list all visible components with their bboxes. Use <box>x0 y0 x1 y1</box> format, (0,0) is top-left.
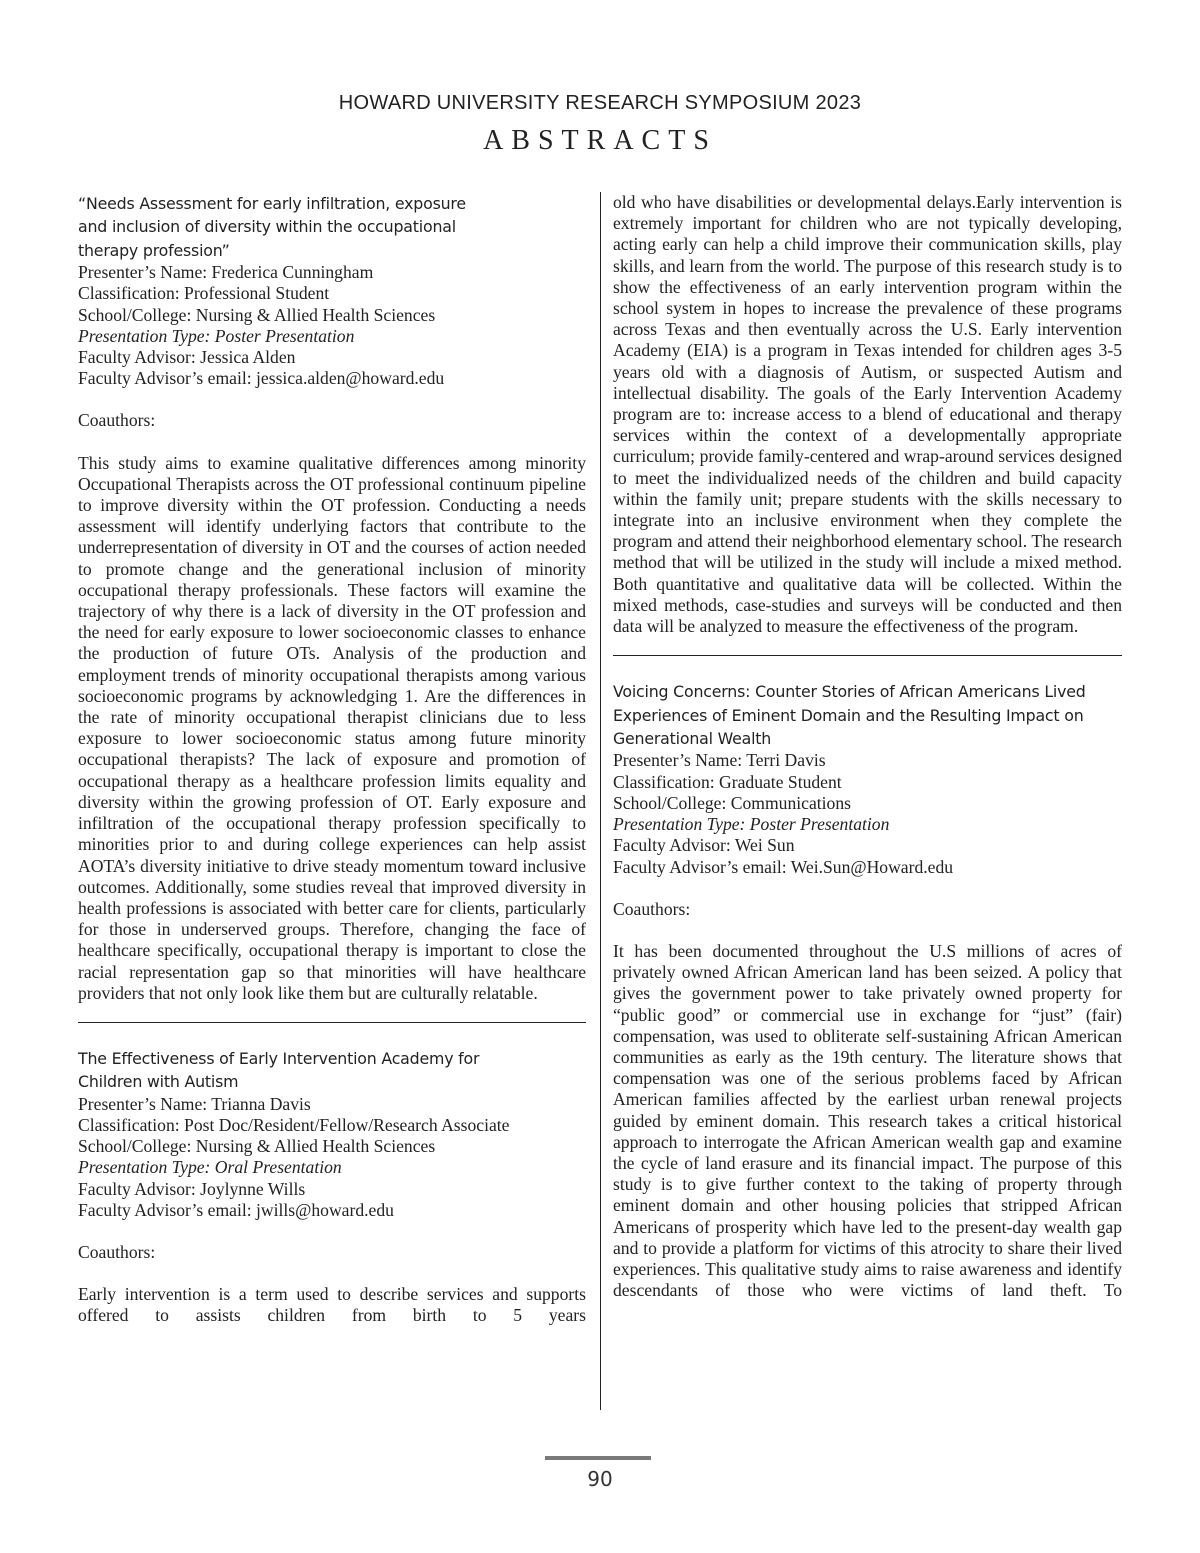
school-college: School/College: Communications <box>613 792 851 813</box>
presentation-type: Presentation Type: Oral Presentation <box>78 1157 342 1178</box>
presentation-type: Presentation Type: Poster Presentation <box>613 814 890 835</box>
column-divider <box>600 192 601 1410</box>
faculty-advisor-email: Faculty Advisor’s email: Wei.Sun@Howard.edu <box>613 856 954 877</box>
abstract-3 <box>613 680 1122 1301</box>
school-college: School/College: Nursing & Allied Health Sciences <box>78 1136 436 1157</box>
abstract-meta <box>613 750 1122 877</box>
faculty-advisor-email: Faculty Advisor’s email: jessica.alden@howard.edu <box>78 368 445 389</box>
presenter-name: Presenter’s Name: Frederica Cunningham <box>78 262 374 283</box>
abstract-meta <box>78 1094 586 1221</box>
coauthors-label: Coauthors: <box>78 410 156 431</box>
classification: Classification: Graduate Student <box>613 771 842 792</box>
presenter-name: Presenter’s Name: Trianna Davis <box>78 1093 311 1114</box>
abstract-title: Voicing Concerns: Counter Stories of African Americans Lived Experiences of Eminent Domain and the Resulting Impact on Generational Wealth <box>613 682 1086 749</box>
abstract-body: This study aims to examine qualitative differences among minority Occupational Therapists across the OT professional continuum pipeline to improve diversity within the OT profession. Conducting a needs assessment will identify underlying factors that contribute to the underrepresentation of diversity in OT and the courses of action needed to promote change and the generational inclusion of minority occupational therapy professionals. These factors will examine the trajectory of why there is a lack of diversity in the OT profession and the need for early exposure to lower socioeconomic classes to enhance the production of future OTs. Analysis of the production and employment trends of minority occupational therapists among various socioeconomic programs by acknowledging 1. Are the differences in the rate of minority occupational therapist clinicians due to less exposure to lower socioeconomic status among future minority occupational therapists? The lack of exposure and promotion of occupational therapy as a healthcare profession limits equality and diversity within the growing profession of OT. Early exposure and infiltration of the occupational therapy profession specifically to minorities prior to and during college experiences can help assist AOTA’s diversity initiative to drive steady momentum toward inclusive outcomes. Additionally, some studies reveal that improved diversity in health professions is associated with better care for clients, particularly for those in underserved groups. Therefore, changing the face of healthcare specifically, occupational therapy is important to close the racial representation gap so that minorities will have healthcare providers that not only look like them but are culturally relatable. <box>78 452 586 1003</box>
presentation-type: Presentation Type: Poster Presentation <box>78 325 355 346</box>
faculty-advisor-email: Faculty Advisor’s email: jwills@howard.edu <box>78 1199 394 1220</box>
coauthors-label: Coauthors: <box>78 1241 156 1262</box>
right-column <box>613 192 1122 1301</box>
abstract-1 <box>78 192 586 1004</box>
section-divider <box>613 655 1122 656</box>
school-college: School/College: Nursing & Allied Health Sciences <box>78 304 436 325</box>
abstract-title: The Effectiveness of Early Intervention Academy for Children with Autism <box>78 1048 480 1092</box>
presenter-name: Presenter’s Name: Terri Davis <box>613 750 826 771</box>
abstract-body-continued: old who have disabilities or developmental delays.Early intervention is extremely important for children who are not typically developing, acting early can help a child improve their communication skills, play skills, and learn from the world. The purpose of this research study is to show the effectiveness of an early intervention program within the school system in hopes to increase the prevalence of these programs across Texas and then eventually across the U.S. Early intervention Academy (EIA) is a program in Texas intended for children ages 3-5 years old with a diagnosis of Autism, or suspected Autism and intellectual disability. The goals of the Early Intervention Academy program are to: increase access to a blend of educational and therapy services within the context of a developmentally appropriate curriculum; provide family-centered and wrap-around services designed to meet the individualized needs of the children and build capacity within the family unit; prepare students with the skills necessary to integrate into an inclusive environment when they complete the program and attend their neighborhood elementary school. The research method that will be utilized in the study will include a mixed method. Both quantitative and qualitative data will be collected. Within the mixed methods, case-studies and surveys will be conducted and then data will be analyzed to measure the effectiveness of the program. <box>613 192 1122 637</box>
classification: Classification: Professional Student <box>78 283 330 304</box>
footer-rule <box>545 1456 651 1460</box>
faculty-advisor: Faculty Advisor: Jessica Alden <box>78 347 296 368</box>
section-title: ABSTRACTS <box>483 125 717 156</box>
left-column <box>78 192 586 1327</box>
abstract-body: It has been documented throughout the U.S millions of acres of privately owned African American land has been seized. A policy that gives the government power to take privately owned property for “public good” or commercial use in exchange for “just” (fair) compensation, was used to obliterate self-sustaining African American communities as early as the 19th century. The literature shows that compensation was one of the serious problems faced by African American families affected by the earliest urban renewal projects guided by eminent domain. This research takes a critical historical approach to interrogate the African American wealth gap and examine the cycle of land erasure and its financial impact. The purpose of this study is to give further context to the taking of property through eminent domain and other housing policies that stripped African Americans of prosperity which have led to the present-day wealth gap and to provide a platform for victims of this atrocity to share their lived experiences. This qualitative study aims to raise awareness and identify descendants of those who were victims of land theft. To <box>613 940 1122 1301</box>
abstract-meta <box>78 262 586 389</box>
section-divider <box>78 1022 586 1023</box>
abstract-2 <box>78 1047 586 1327</box>
faculty-advisor: Faculty Advisor: Joylynne Wills <box>78 1178 306 1199</box>
abstract-body: Early intervention is a term used to describe services and supports offered to assists children from birth to 5 years <box>78 1284 586 1326</box>
classification: Classification: Post Doc/Resident/Fellow/Research Associate <box>78 1114 510 1135</box>
abstract-title: “Needs Assessment for early infiltration, exposure and inclusion of diversity within the occupational therapy profession” <box>78 194 466 260</box>
page-number: 90 <box>587 1467 613 1491</box>
faculty-advisor: Faculty Advisor: Wei Sun <box>613 835 795 856</box>
coauthors-label: Coauthors: <box>613 898 691 919</box>
page-header <box>0 92 1200 157</box>
symposium-title: HOWARD UNIVERSITY RESEARCH SYMPOSIUM 2023 <box>338 92 862 114</box>
